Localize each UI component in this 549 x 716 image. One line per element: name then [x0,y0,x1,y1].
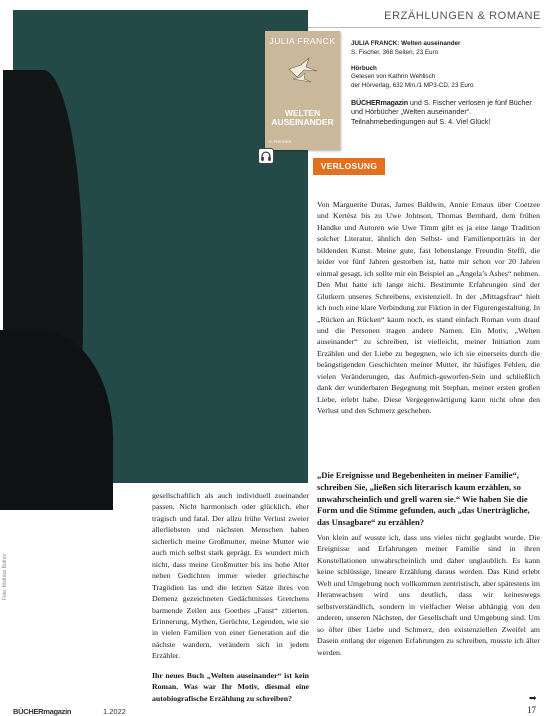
book-cover-publisher: S. FISCHER [269,139,292,144]
interview-question-right: „Die Ereignisse und Begebenheiten in meiner Familie“, schreiben Sie, „ließen sich literarisch kaum erzählen, so unwahrscheinlich und grell waren sie.“ Wie haben Sie die Form und die Stimme gefunden, auch „das Unerträgliche, das Unsagbare“ zu erzählen? [317,470,530,528]
continue-arrow-icon: ➡ [529,694,537,704]
page-footer [13,707,126,716]
book-cover-title: WELTEN AUSEINANDER [271,108,334,127]
book-details: S. Fischer, 368 Seiten, 23 Euro [351,48,439,56]
headphones-icon [258,148,274,164]
bird-icon [287,55,319,85]
photo-credit: Foto: Mathias Bothor [2,553,8,600]
book-cover-author: JULIA FRANCK [269,36,336,46]
photo-shoulder [0,330,113,510]
interview-question-left: Ihr neues Buch „Welten auseinander“ ist kein Roman. Was war Ihr Motiv, diesmal eine autobiografische Erzählung zu schreiben? [152,670,309,703]
raffle-text [351,98,543,126]
raffle-body: und S. Fischer verlosen je fünf Bücher und Hörbücher „Welten auseinander“. Teilnahmebedingungen auf S. 4. Viel Glück! [351,98,532,126]
verlosung-ribbon: VERLOSUNG [313,158,385,175]
footer-brand: BÜCHERmagazin [13,707,72,716]
footer-issue: 1.2022 [103,707,126,716]
audio-heading: Hörbuch [351,64,377,72]
raffle-brand: BÜCHERmagazin [351,98,408,108]
book-heading: JULIA FRANCK: Welten auseinander [351,40,461,47]
section-header: ERZÄHLUNGEN & ROMANE [384,10,541,22]
article-column-right-bottom: Von klein auf wusste ich, dass uns vieles nicht geglaubt wurde. Die Ereignisse und Erfahrungen meiner Familie sind in ihren Konstellationen unwahrscheinlich und daher unglaublich. Es kann keine schlüssige, lineare Erzählung daraus werden. Das Kind erlebt Welt und Umgebung noch vollkommen zentristisch, aber spätestens im Heranwachsen wird uns deutlich, dass wir keineswegs selbstverständlich, sondern in vielfacher Weise abhängig von den anderen, unseren Nächsten, der Gesellschaft und Umgebung sind. Um so öfter über Liebe und Schmerz, den existenziellen Zweifel am Dasein entlang der eigenen Erfahrungen zu schreiben, musste ich älter werden. [317,533,540,657]
audio-line2: der Hörverlag, 632 Min./1 MP3-CD, 23 Euro [351,82,474,90]
book-info [351,40,543,126]
article-column-left [152,490,309,704]
book-cover [265,31,340,150]
author-photo [13,10,308,483]
audio-line1: Gelesen von Kathrin Wehlisch [351,73,436,81]
article-column-right-top: Von Marguerite Duras, James Baldwin, Annie Ernaux über Coetzee und Kertész bis zu Uwe Johnson, Thomas Bernhard, dem frühen Handke und Autoren wie Uwe Timm gibt es ja eine lange Tradition solcher Literatur, ähnlich den Selbst- und Familienporträts in der bildenden Kunst. Meine gute, fast lebenslange Freundin Steffi, die leider vor fünf Jahren gestorben ist, hatte mir schon vor 20 Jahren einmal gesagt, ich sollte mir ein Beispiel an „Angela’s Ashes“ nehmen. Den Mut hatte ich lange nicht. Bestimmte Erfahrungen sind der Glutkern unseres Schreibens, existenziell. In der „Mittagsfrau“ hielt ich noch eine klare Verbindung zur Fiktion in der Figurengestaltung. In „Rücken an Rücken“ kaum noch, es stand einfach Roman vorn drauf und die Personen tragen andere Namen. Ein Motiv, „Welten auseinander“ zu schreiben, ist vielleicht, meiner Initiation zum Erzählen und der Liebe zu begegnen, wie ich sie einerseits durch die beängstigenden Geschichten meiner Mutter, ihr häufiges Fehlen, die vielen Veränderungen, das Aufmich-geworfen-Sein und schließlich dank der wunderbaren Begegnung mit Stephan, meiner ersten großen Liebe, erlebt habe. Diese Vergegenwärtigung kann nicht ohne den Verlust und den Schmerz geschehen. [317,200,540,416]
left-column-text: gesellschaftlich als auch individuell zueinander passen. Nicht harmonisch oder glücklich, eher tragisch und fatal. Der allzu frühe Verlust zweier allerliebsten und nächsten Menschen haben sicherlich meine Großmutter, meine Mutter wie auch mich selbst stark geprägt. Es wundert mich nicht, dass meine Großmutter bis ins hohe Alter neben Gedichten immer wieder griechische Tragödien las und die letzten Sätze ihres von Demenz gezeichneten Gedächtnisses Gretchens barmende Zeilen aus Goethes „Faust“ zitierten. Erinnerung, Mythen, Gerüchte, Legenden, wie sie in vielen Familien von einer Generation auf die nächste wandern, verändern sich in jedem Erzähler. [152,491,309,661]
page-number: 17 [527,705,536,715]
